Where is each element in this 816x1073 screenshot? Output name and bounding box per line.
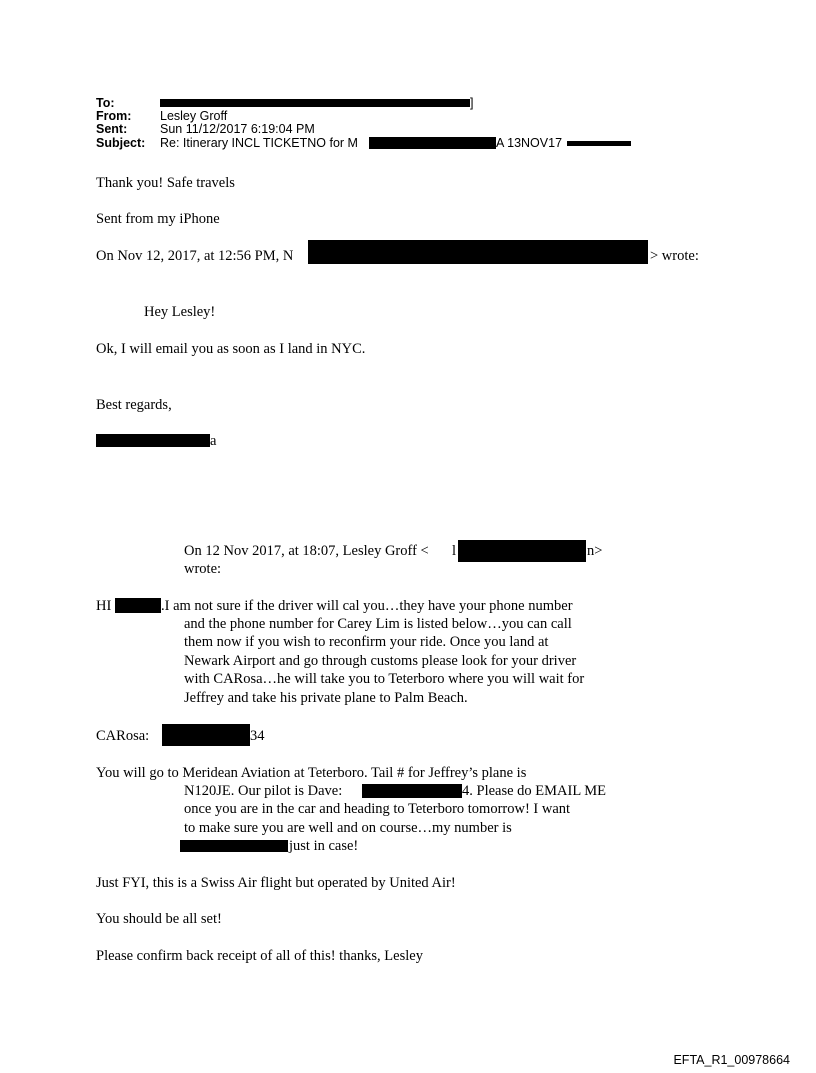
sent-from-line: Sent from my iPhone [96, 211, 220, 227]
message: Ok, I will email you as soon as I land in NYC. [96, 341, 366, 357]
redaction-number [180, 840, 288, 852]
para1-line6: Jeffrey and take his private plane to Palm Beach. [184, 690, 468, 706]
to-value: ] [470, 96, 474, 110]
para2-line2-prefix: N120JE. Our pilot is Dave: [184, 783, 343, 799]
redaction-carosa [162, 724, 250, 746]
para2-line4: to make sure you are well and on course…my number is [184, 820, 512, 836]
reply-line: Thank you! Safe travels [96, 175, 235, 191]
redaction-to [160, 99, 470, 107]
para2-line2-suffix: 4. Please do EMAIL ME [462, 783, 607, 799]
signature-tail: a [210, 433, 217, 449]
redaction-subject-2 [567, 141, 631, 146]
sign-off: Best regards, [96, 397, 172, 413]
confirm-line: Please confirm back receipt of all of this! thanks, Lesley [96, 948, 423, 964]
para1-start: HI [96, 598, 112, 614]
para2-line3: once you are in the car and heading to Teterboro tomorrow! I want [184, 801, 571, 817]
para1-line1: .I am not sure if the driver will cal you…they have your phone number [161, 598, 573, 614]
subject-label: Subject: [96, 136, 146, 150]
redaction-name [115, 598, 161, 613]
redaction-pilot [362, 784, 462, 798]
nested-intro-suffix: n> [587, 543, 603, 559]
para1-line4: Newark Airport and go through customs please look for your driver [184, 653, 577, 669]
sent-value: Sun 11/12/2017 6:19:04 PM [160, 122, 315, 136]
nested-intro-bracket: l [452, 543, 457, 559]
subject-prefix: Re: Itinerary INCL TICKETNO for M [160, 136, 358, 150]
from-value: Lesley Groff [160, 109, 228, 123]
to-label: To: [96, 96, 115, 110]
redaction-sender [308, 240, 648, 264]
greeting: Hey Lesley! [144, 304, 216, 320]
from-label: From: [96, 109, 132, 123]
quote-intro-suffix: > wrote: [650, 248, 699, 264]
redaction-nested-email [458, 540, 586, 562]
sent-label: Sent: [96, 122, 128, 136]
para1-line3: them now if you wish to reconfirm your ride. Once you land at [184, 634, 549, 650]
fyi-line: Just FYI, this is a Swiss Air flight but operated by United Air! [96, 875, 456, 891]
redaction-signature [96, 434, 210, 447]
carosa-label: CARosa: [96, 728, 150, 744]
nested-intro-prefix: On 12 Nov 2017, at 18:07, Lesley Groff < [184, 543, 429, 559]
carosa-tail: 34 [250, 728, 265, 744]
document-id: EFTA_R1_00978664 [673, 1053, 790, 1067]
para2-line5: just in case! [289, 838, 359, 854]
set-line: You should be all set! [96, 911, 222, 927]
para2-line1: You will go to Meridean Aviation at Teterboro. Tail # for Jeffrey’s plane is [96, 765, 527, 781]
para1-line2: and the phone number for Carey Lim is listed below…you can call [184, 616, 572, 632]
quote-intro-prefix: On Nov 12, 2017, at 12:56 PM, N [96, 248, 294, 264]
para1-line5: with CARosa…he will take you to Teterboro where you will wait for [184, 671, 585, 687]
redaction-subject [369, 137, 496, 149]
subject-suffix: A 13NOV17 [496, 136, 563, 150]
nested-intro-wrote: wrote: [184, 561, 222, 577]
